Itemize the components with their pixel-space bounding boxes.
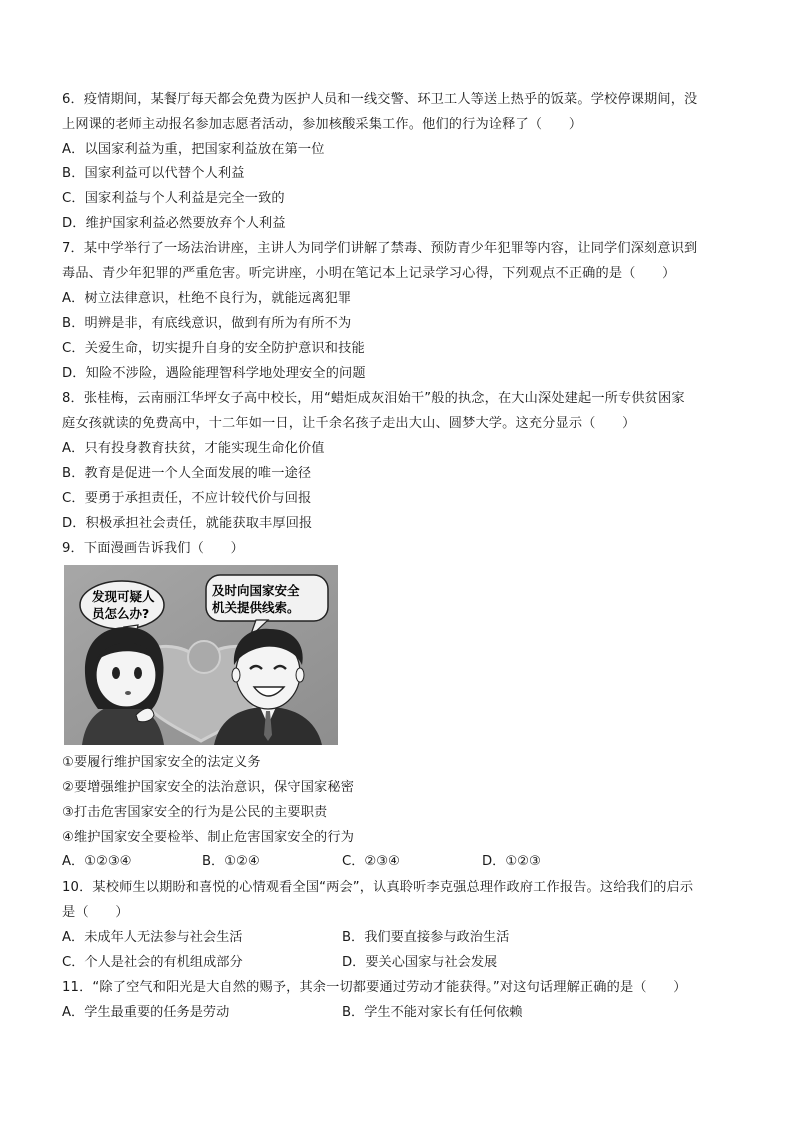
q7-option-a: A．树立法律意识，杜绝不良行为，就能远离犯罪 bbox=[62, 291, 352, 306]
q11-option-b: B．学生不能对家长有任何依赖 bbox=[342, 1005, 523, 1020]
q8-option-c: C．要勇于承担责任，不应计较代价与回报 bbox=[62, 491, 312, 506]
q8-option-a: A．只有投身教育扶贫，才能实现生命化价值 bbox=[62, 441, 325, 456]
q10-stem-line-2: 是（ ） bbox=[62, 905, 129, 920]
left-bubble-line-2: 员怎么办? bbox=[92, 606, 150, 621]
girl-figure bbox=[82, 627, 164, 745]
q9-statement-4: ④维护国家安全要检举、制止危害国家安全的行为 bbox=[62, 830, 355, 845]
q8-option-b: B．教育是促进一个人全面发展的唯一途径 bbox=[62, 466, 312, 481]
q11-option-a: A．学生最重要的任务是劳动 bbox=[62, 1005, 230, 1020]
q9-statement-1: ①要履行维护国家安全的法定义务 bbox=[62, 755, 261, 770]
q6-option-b: B．国家利益可以代替个人利益 bbox=[62, 166, 245, 181]
q10-stem-line-1: 10．某校师生以期盼和喜悦的心情观看全国“两会”，认真聆听李克强总理作政府工作报告。这给我们的启示 bbox=[62, 880, 694, 895]
q6-stem-line-1: 6．疫情期间，某餐厅每天都会免费为医护人员和一线交警、环卫工人等送上热乎的饭菜。学校停课期间，没 bbox=[62, 92, 698, 107]
q8-option-d: D．积极承担社会责任，就能获取丰厚回报 bbox=[62, 516, 313, 531]
q10-option-c: C．个人是社会的有机组成部分 bbox=[62, 955, 243, 970]
q11-stem: 11．“除了空气和阳光是大自然的赐予，其余一切都要通过劳动才能获得。”对这句话理解正确的是（ ） bbox=[62, 980, 687, 995]
q7-option-c: C．关爱生命，切实提升自身的安全防护意识和技能 bbox=[62, 341, 365, 356]
q6-option-c: C．国家利益与个人利益是完全一致的 bbox=[62, 191, 285, 206]
q6-option-d: D．维护国家利益必然要放弃个人利益 bbox=[62, 216, 286, 231]
q10-option-a: A．未成年人无法参与社会生活 bbox=[62, 930, 243, 945]
q9-option-d: D．①②③ bbox=[482, 854, 541, 869]
q6-option-a: A．以国家利益为重，把国家利益放在第一位 bbox=[62, 142, 325, 157]
q7-option-b: B．明辨是非，有底线意识，做到有所为有所不为 bbox=[62, 316, 352, 331]
left-bubble-text bbox=[92, 588, 162, 622]
q8-stem-line-2: 庭女孩就读的免费高中，十二年如一日，让千余名孩子走出大山、圆梦大学。这充分显示（ ） bbox=[62, 416, 636, 431]
q7-stem-line-1: 7．某中学举行了一场法治讲座，主讲人为同学们讲解了禁毒、预防青少年犯罪等内容，让同学们深刻意识到 bbox=[62, 241, 698, 256]
right-bubble-text bbox=[212, 582, 327, 616]
right-bubble-line-2: 机关提供线索。 bbox=[212, 600, 300, 615]
q9-stem: 9．下面漫画告诉我们（ ） bbox=[62, 541, 244, 556]
q6-stem-line-2: 上网课的老师主动报名参加志愿者活动，参加核酸采集工作。他们的行为诠释了（ ） bbox=[62, 117, 583, 132]
right-bubble-line-1: 及时向国家安全 bbox=[212, 583, 300, 598]
q10-option-d: D．要关心国家与社会发展 bbox=[342, 955, 498, 970]
q10-option-b: B．我们要直接参与政治生活 bbox=[342, 930, 510, 945]
q9-cartoon-image bbox=[64, 565, 338, 745]
q8-stem-line-1: 8．张桂梅，云南丽江华坪女子高中校长，用“蜡炬成灰泪始干”般的执念，在大山深处建起一所专供贫困家 bbox=[62, 391, 685, 406]
q9-option-a: A．①②③④ bbox=[62, 854, 132, 869]
q9-option-b: B．①②④ bbox=[202, 854, 260, 869]
q9-statement-3: ③打击危害国家安全的行为是公民的主要职责 bbox=[62, 805, 328, 820]
q7-option-d: D．知险不涉险，遇险能理智科学地处理安全的问题 bbox=[62, 366, 366, 381]
q9-option-c: C．②③④ bbox=[342, 854, 400, 869]
left-bubble-line-1: 发现可疑人 bbox=[92, 589, 155, 604]
q7-stem-line-2: 毒品、青少年犯罪的严重危害。听完讲座，小明在笔记本上记录学习心得，下列观点不正确的是（ ） bbox=[62, 266, 676, 281]
q9-statement-2: ②要增强维护国家安全的法治意识，保守国家秘密 bbox=[62, 780, 355, 795]
